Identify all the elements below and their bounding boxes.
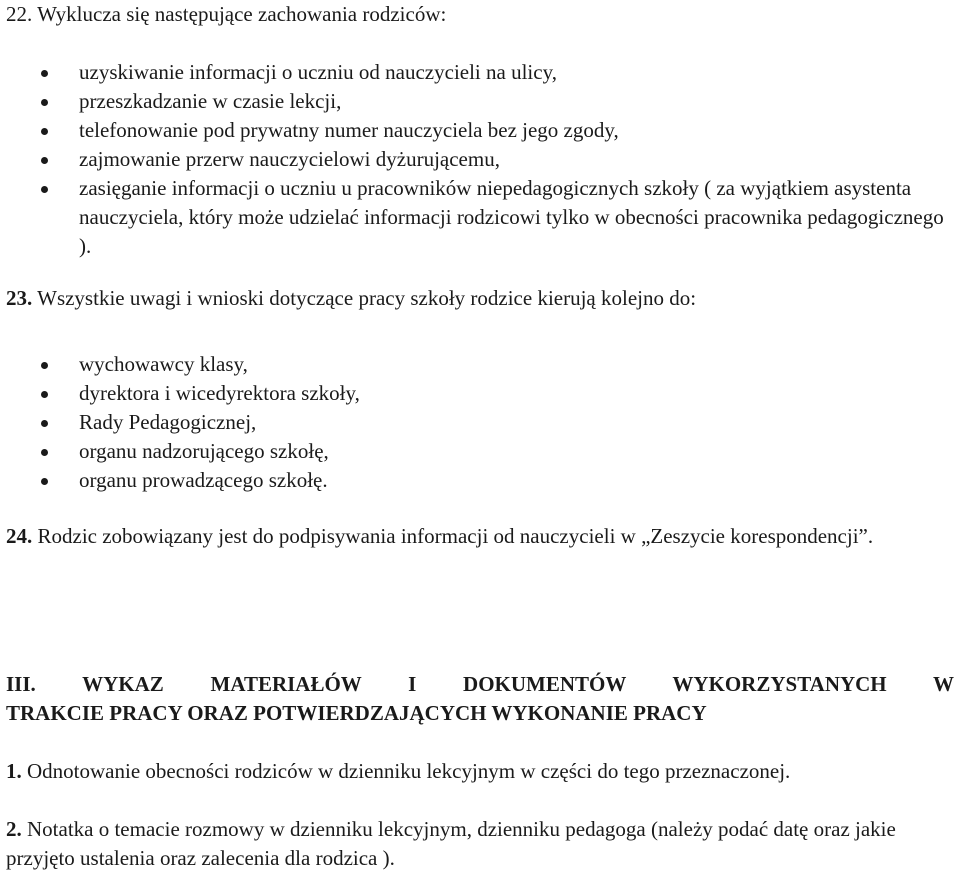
list-item-text: organu prowadzącego szkołę. (79, 468, 328, 492)
section-iii-heading (6, 670, 954, 728)
list-item-text: telefonowanie pod prywatny numer nauczyciela bez jego zgody, (79, 118, 619, 142)
bullet-icon (41, 420, 48, 427)
list-item-text: przeszkadzanie w czasie lekcji, (79, 89, 342, 113)
bullet-icon (41, 128, 48, 135)
list-item-text: dyrektora i wicedyrektora szkoły, (79, 381, 360, 405)
list-item (0, 87, 959, 116)
section-22-list (0, 58, 959, 261)
list-item-text: uzyskiwanie informacji o uczniu od nauczycieli na ulicy, (79, 60, 557, 84)
bullet-icon (41, 449, 48, 456)
list-item (0, 350, 959, 379)
item-number: 1. (6, 759, 22, 783)
section-23-list (0, 350, 959, 495)
item-text: Notatka o temacie rozmowy w dzienniku lekcyjnym, dzienniku pedagoga (należy podać datę oraz jakie przyjęto ustalenia oraz zalecenia dla rodzica ). (6, 817, 896, 870)
list-item-text: Rady Pedagogicznej, (79, 410, 257, 434)
bullet-icon (41, 478, 48, 485)
bullet-icon (41, 157, 48, 164)
bullet-icon (41, 186, 48, 193)
list-item-text: zajmowanie przerw nauczycielowi dyżurującemu, (79, 147, 500, 171)
section-22-intro: 22. Wyklucza się następujące zachowania rodziców: (6, 2, 447, 26)
item-2 (6, 815, 946, 873)
bullet-icon (41, 99, 48, 106)
list-item (0, 145, 959, 174)
bullet-icon (41, 70, 48, 77)
bullet-icon (41, 362, 48, 369)
list-item-text: zasięganie informacji o uczniu u pracowników niepedagogicznych szkoły ( za wyjątkiem asystenta nauczyciela, który może udzielać informacji rodzicowi tylko w obecności pracownika pedagogicznego ). (79, 176, 944, 258)
list-item (0, 174, 959, 261)
item-1 (6, 757, 946, 786)
heading-line-2: TRAKCIE PRACY ORAZ POTWIERDZAJĄCYCH WYKONANIE PRACY (6, 701, 707, 725)
list-item (0, 58, 959, 87)
list-item (0, 466, 959, 495)
section-23-intro (6, 284, 946, 313)
bullet-icon (41, 391, 48, 398)
list-item-text: organu nadzorującego szkołę, (79, 439, 329, 463)
section-number: 23. (6, 286, 33, 310)
section-text: Wszystkie uwagi i wnioski dotyczące pracy szkoły rodzice kierują kolejno do: (32, 286, 697, 310)
list-item (0, 379, 959, 408)
list-item (0, 116, 959, 145)
list-item (0, 437, 959, 466)
section-number: 24. (6, 524, 33, 548)
section-text: Rodzic zobowiązany jest do podpisywania informacji od nauczycieli w „Zeszycie korespondencji”. (32, 524, 874, 548)
item-text: Odnotowanie obecności rodziców w dzienniku lekcyjnym w części do tego przeznaczonej. (21, 759, 791, 783)
section-24 (6, 522, 946, 551)
list-item-text: wychowawcy klasy, (79, 352, 248, 376)
item-number: 2. (6, 817, 22, 841)
list-item (0, 408, 959, 437)
heading-line-1: III. WYKAZ MATERIAŁÓW I DOKUMENTÓW WYKORZYSTANYCH W (6, 672, 954, 696)
